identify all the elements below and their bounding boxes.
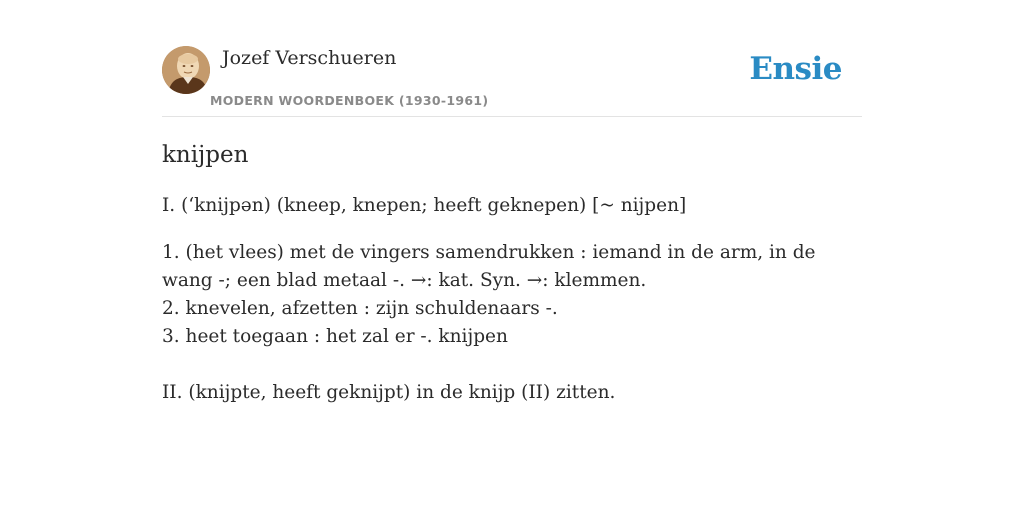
headword: knijpen	[162, 142, 249, 168]
spacer	[162, 351, 862, 379]
second-part: II. (knijpte, heeft geknijpt) in de knijp (II) zitten.	[162, 382, 616, 403]
author-avatar[interactable]	[162, 46, 210, 94]
entry-body	[162, 192, 862, 407]
grammar-line: I. (‘knijpən) (kneep, knepen; heeft geknepen) [~ nijpen]	[162, 195, 687, 216]
sense-1-suffix: : klemmen.	[542, 270, 647, 291]
ensie-logo[interactable]: Ensie	[749, 51, 842, 87]
sense-2: 2. knevelen, afzetten : zijn schuldenaars -.	[162, 298, 558, 319]
author-name[interactable]: Jozef Verschueren	[222, 47, 397, 69]
reference-arrow-icon[interactable]: →	[526, 270, 543, 291]
sense-1	[162, 239, 862, 295]
sense-3: 3. heet toegaan : het zal er -. knijpen	[162, 326, 508, 347]
header	[162, 46, 862, 117]
entry-card	[162, 0, 862, 512]
sense-1-text: 1. (het vlees) met de vingers samendrukken : iemand in de arm, in de wang -; een blad metaal -.	[162, 242, 816, 291]
sense-1-mid: : kat. Syn.	[426, 270, 527, 291]
reference-arrow-icon[interactable]: →	[410, 270, 427, 291]
source-title[interactable]: MODERN WOORDENBOEK (1930-1961)	[210, 93, 489, 108]
